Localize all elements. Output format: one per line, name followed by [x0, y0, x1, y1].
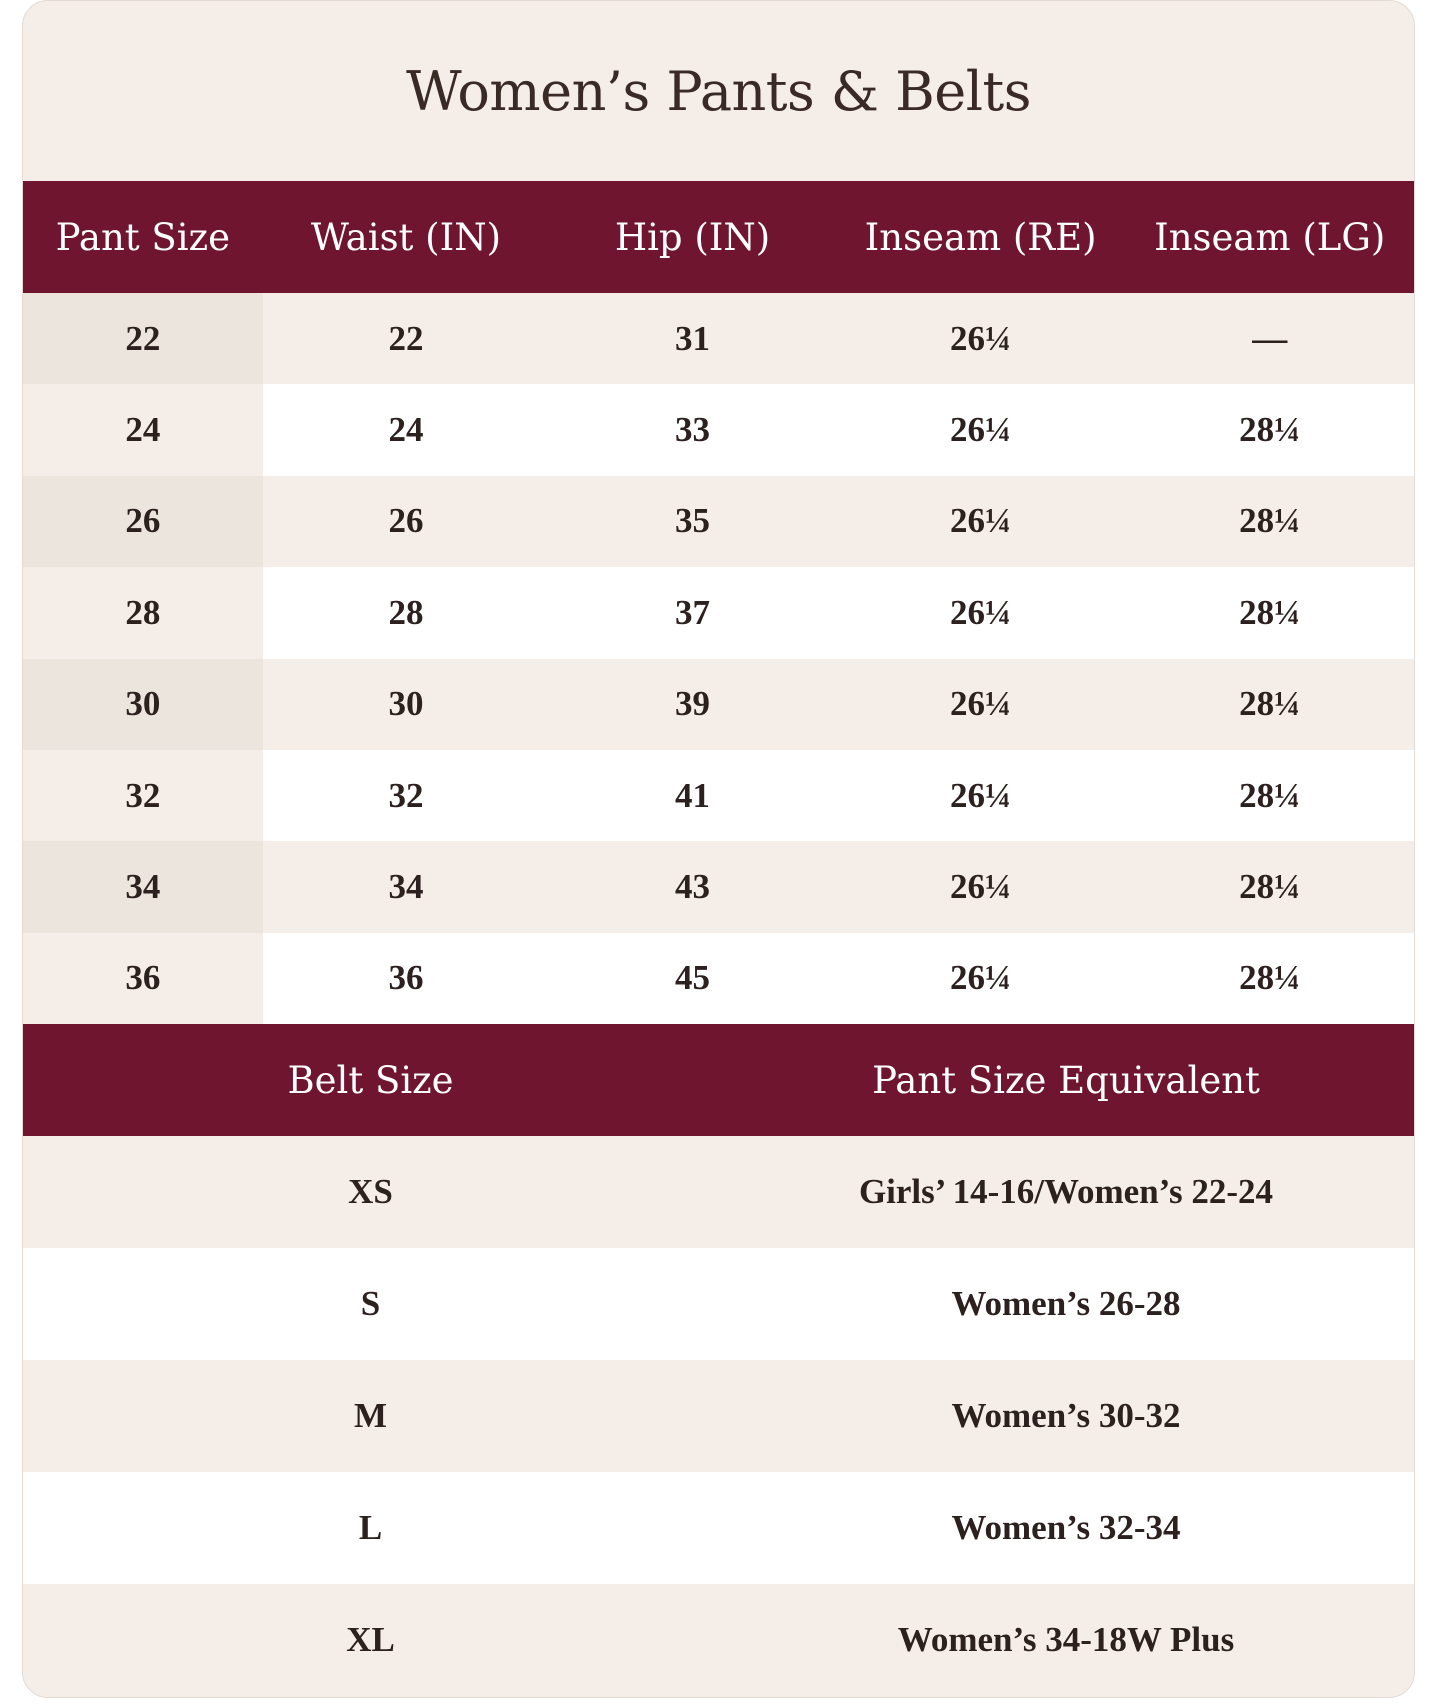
cell-pant-size: 28 — [23, 567, 263, 658]
cell-hip: 35 — [675, 501, 711, 541]
cell-pant-equivalent: Women’s 34-18W Plus — [897, 1620, 1235, 1659]
cell-inseam-re: 26¼ — [950, 866, 1012, 906]
cell-pant-size: 24 — [23, 384, 263, 475]
header-waist: Waist (IN) — [310, 215, 502, 259]
cell-inseam-re: 26¼ — [950, 592, 1012, 632]
header-pant-size: Pant Size — [55, 215, 230, 259]
cell-hip: 31 — [675, 318, 711, 358]
cell-pant-size: 36 — [23, 933, 263, 1024]
cell-inseam-re: 26¼ — [950, 684, 1012, 724]
pants-table-body — [23, 293, 1414, 1024]
cell-inseam-lg: 28¼ — [1239, 501, 1301, 541]
cell-waist: 24 — [388, 410, 424, 450]
cell-pant-size: 22 — [23, 293, 263, 384]
cell-inseam-lg: 28¼ — [1239, 866, 1301, 906]
cell-belt-size: XL — [346, 1620, 395, 1659]
cell-pant-equivalent: Women’s 30-32 — [951, 1396, 1181, 1435]
cell-belt-size: S — [360, 1284, 381, 1323]
cell-pant-size: 34 — [23, 841, 263, 932]
cell-waist: 36 — [388, 958, 424, 998]
header-belt-size: Belt Size — [287, 1058, 454, 1102]
cell-inseam-lg: 28¼ — [1239, 958, 1301, 998]
cell-inseam-lg: 28¼ — [1239, 410, 1301, 450]
table-row — [23, 933, 1414, 1024]
cell-belt-size: M — [353, 1396, 388, 1435]
cell-pant-size: 30 — [23, 659, 263, 750]
table-row — [23, 476, 1414, 567]
cell-inseam-lg: 28¼ — [1239, 775, 1301, 815]
cell-inseam-re: 26¼ — [950, 501, 1012, 541]
header-pant-size-equivalent: Pant Size Equivalent — [872, 1058, 1260, 1102]
cell-hip: 41 — [675, 775, 711, 815]
cell-inseam-re: 26¼ — [950, 775, 1012, 815]
table-row — [23, 384, 1414, 475]
cell-inseam-lg: 28¼ — [1239, 592, 1301, 632]
table-row — [23, 750, 1414, 841]
page-title: Women’s Pants & Belts — [406, 59, 1031, 123]
size-chart-card — [22, 0, 1415, 1698]
cell-inseam-lg: 28¼ — [1239, 684, 1301, 724]
header-inseam-lg: Inseam (LG) — [1154, 215, 1386, 259]
cell-hip: 39 — [675, 684, 711, 724]
table-row — [23, 841, 1414, 932]
cell-inseam-re: 26¼ — [950, 318, 1012, 358]
table-row — [23, 567, 1414, 658]
header-hip: Hip (IN) — [614, 215, 771, 259]
table-row — [23, 1584, 1414, 1696]
cell-pant-equivalent: Women’s 32-34 — [951, 1508, 1181, 1547]
belts-table-header — [23, 1024, 1414, 1136]
cell-hip: 33 — [675, 410, 711, 450]
cell-pant-size: 32 — [23, 750, 263, 841]
cell-inseam-lg: — — [1252, 318, 1288, 358]
table-row — [23, 1360, 1414, 1472]
cell-hip: 45 — [675, 958, 711, 998]
table-row — [23, 293, 1414, 384]
cell-pant-equivalent: Women’s 26-28 — [951, 1284, 1181, 1323]
table-row — [23, 659, 1414, 750]
cell-belt-size: XS — [348, 1172, 393, 1211]
cell-waist: 28 — [388, 592, 424, 632]
cell-waist: 30 — [388, 684, 424, 724]
cell-hip: 37 — [675, 592, 711, 632]
cell-pant-equivalent: Girls’ 14-16/Women’s 22-24 — [858, 1172, 1274, 1211]
cell-waist: 26 — [388, 501, 424, 541]
belts-table-body — [23, 1136, 1414, 1698]
cell-inseam-re: 26¼ — [950, 410, 1012, 450]
cell-belt-size: L — [358, 1508, 383, 1547]
cell-hip: 43 — [675, 866, 711, 906]
table-row — [23, 1248, 1414, 1360]
table-row — [23, 1136, 1414, 1248]
cell-waist: 34 — [388, 866, 424, 906]
header-inseam-re: Inseam (RE) — [864, 215, 1097, 259]
cell-inseam-re: 26¼ — [950, 958, 1012, 998]
pants-table-header — [23, 181, 1414, 293]
cell-waist: 32 — [388, 775, 424, 815]
cell-pant-size: 26 — [23, 476, 263, 567]
cell-waist: 22 — [388, 318, 424, 358]
table-row — [23, 1472, 1414, 1584]
